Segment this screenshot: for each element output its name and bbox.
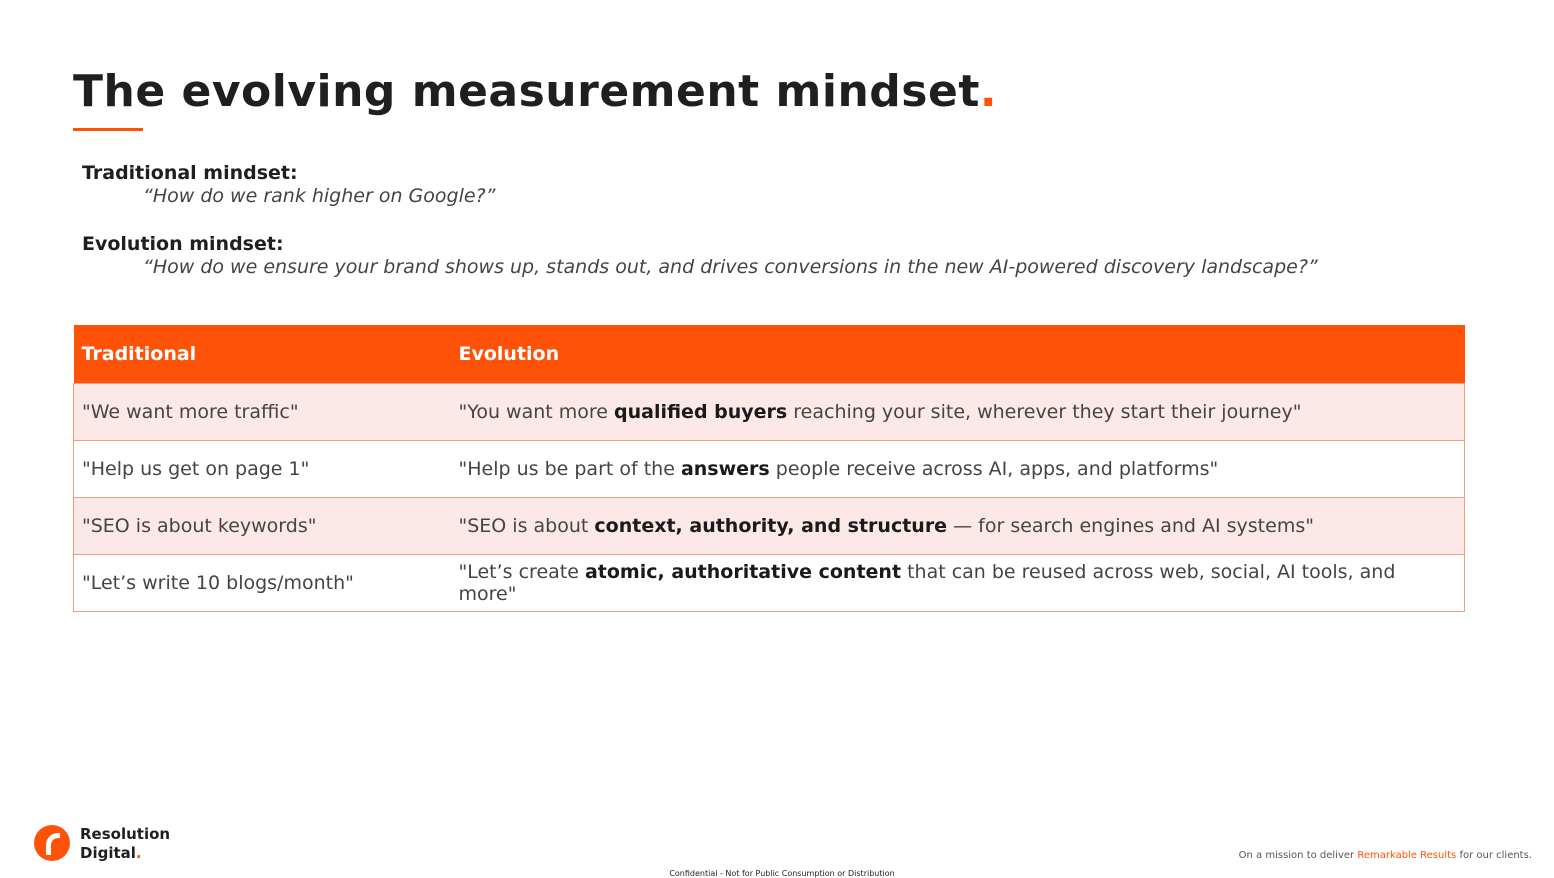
header-traditional: Traditional — [74, 325, 451, 384]
cell-emphasis: context, authority, and structure — [594, 515, 948, 537]
page-title — [73, 66, 997, 117]
cell-text: reaching your site, wherever they start their journey" — [787, 401, 1302, 423]
brand-name — [80, 825, 170, 863]
traditional-cell: "Let’s write 10 blogs/month" — [74, 555, 451, 612]
brand-line2: Digital — [80, 844, 136, 862]
table-row — [74, 384, 1465, 441]
evolution-mindset-label: Evolution mindset: — [82, 233, 284, 255]
tagline-text: for our clients. — [1456, 850, 1532, 861]
traditional-cell: "We want more traffic" — [74, 384, 451, 441]
footer-tagline — [1239, 850, 1532, 861]
brand-dot: . — [135, 844, 142, 862]
evolution-cell — [451, 441, 1465, 498]
tagline-text: On a mission to deliver — [1238, 850, 1358, 861]
traditional-cell: "Help us get on page 1" — [74, 441, 451, 498]
table-header-row — [74, 325, 1465, 384]
header-evolution: Evolution — [451, 325, 1465, 384]
traditional-mindset-quote: “How do we rank higher on Google?” — [143, 185, 496, 207]
cell-emphasis: qualified buyers — [614, 401, 788, 423]
cell-text: "Help us be part of the — [458, 458, 681, 480]
title-dot: . — [979, 66, 998, 117]
title-text: The evolving measurement mindset — [73, 66, 980, 117]
evolution-cell — [451, 384, 1465, 441]
cell-text: "You want more — [458, 401, 614, 423]
evolution-mindset-quote: “How do we ensure your brand shows up, stands out, and drives conversions in the new AI-powered discovery landscape?” — [143, 256, 1318, 278]
comparison-table — [73, 325, 1465, 612]
title-underline — [73, 128, 143, 131]
confidential-notice: Confidential - Not for Public Consumption or Distribution — [669, 869, 895, 878]
evolution-cell — [451, 498, 1465, 555]
cell-text: "Let’s create — [458, 561, 585, 583]
table-row — [74, 498, 1465, 555]
brand-line1: Resolution — [80, 825, 171, 843]
cell-text: that can be reused across web, social, AI tools, and more" — [458, 561, 1396, 605]
cell-emphasis: answers — [680, 458, 770, 480]
cell-emphasis: atomic, authoritative content — [584, 561, 902, 583]
tagline-highlight: Remarkable Results — [1357, 850, 1457, 861]
evolution-cell — [451, 555, 1465, 612]
table-row — [74, 441, 1465, 498]
cell-text: "SEO is about — [458, 515, 595, 537]
resolution-digital-logo-icon — [34, 825, 70, 861]
cell-text: people receive across AI, apps, and platforms" — [769, 458, 1219, 480]
traditional-mindset-label: Traditional mindset: — [82, 162, 298, 184]
cell-text: — for search engines and AI systems" — [947, 515, 1314, 537]
traditional-cell: "SEO is about keywords" — [74, 498, 451, 555]
table-row — [74, 555, 1465, 612]
